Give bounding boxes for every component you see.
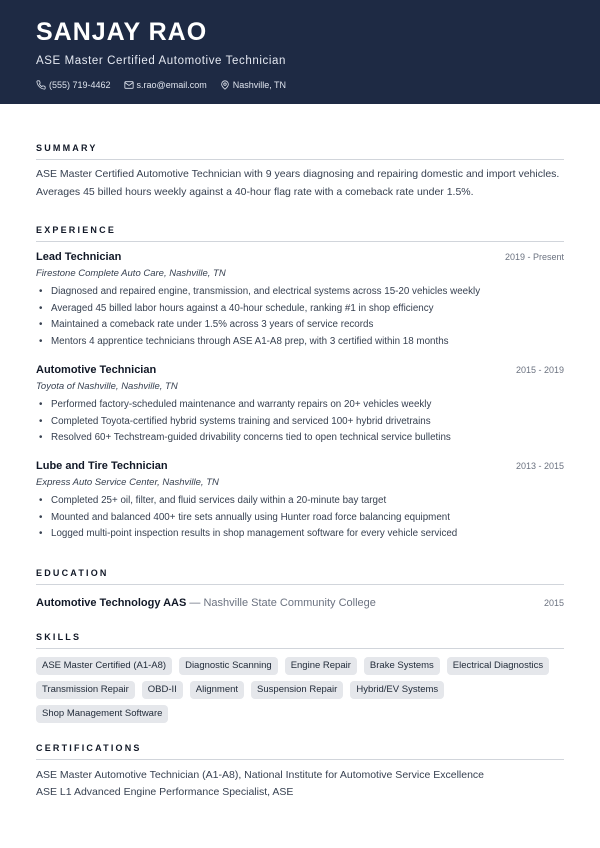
bullet-item: • Logged multi-point inspection results in shop management software for every vehicle serviced — [36, 526, 564, 543]
skills-section — [36, 632, 564, 729]
bullet-item: • Mounted and balanced 400+ tire sets annually using Hunter road force balancing equipment — [36, 510, 564, 527]
education-separator: — — [186, 597, 204, 609]
mail-icon — [124, 80, 134, 90]
certifications-heading: CERTIFICATIONS — [36, 743, 564, 760]
skill-chip: Hybrid/EV Systems — [350, 681, 444, 699]
email-text: s.rao@email.com — [136, 80, 207, 90]
education-year: 2015 — [543, 598, 564, 608]
certification-item: ASE Master Automotive Technician (A1-A8), National Institute for Automotive Service Excellence — [36, 769, 485, 781]
skills-heading: SKILLS — [36, 632, 564, 649]
education-heading: EDUCATION — [36, 568, 564, 585]
candidate-name: SANJAY RAO — [36, 18, 208, 46]
experience-section — [36, 225, 564, 242]
bullet-item: • Mentors 4 apprentice technicians through ASE A1-A8 prep, with 3 certified within 18 months — [36, 334, 564, 351]
candidate-title: ASE Master Certified Automotive Technician — [36, 55, 286, 67]
job-role: Lube and Tire Technician — [36, 460, 168, 472]
skill-chip: Alignment — [190, 681, 244, 699]
skill-chip: Engine Repair — [285, 657, 357, 675]
education-section — [36, 568, 564, 611]
skill-chip: OBD-II — [142, 681, 183, 699]
bullet-item: • Averaged 45 billed labor hours against a 40-hour schedule, ranking #1 in shop efficiency — [36, 301, 564, 318]
education-school: Nashville State Community College — [203, 597, 376, 609]
resume-header — [0, 0, 600, 104]
bullet-item: • Completed 25+ oil, filter, and fluid services daily within a 20-minute bay target — [36, 493, 564, 510]
skill-chip: Shop Management Software — [36, 705, 168, 723]
experience-heading: EXPERIENCE — [36, 225, 564, 242]
location-pin-icon — [220, 80, 230, 90]
contact-email[interactable] — [124, 79, 207, 91]
job-bullets — [36, 284, 564, 350]
job-entry — [36, 364, 564, 447]
job-company: Firestone Complete Auto Care, Nashville, TN — [36, 268, 226, 279]
job-dates: 2015 - 2019 — [515, 365, 564, 375]
job-bullets — [36, 493, 564, 543]
skills-list — [36, 657, 564, 729]
job-dates: 2013 - 2015 — [515, 461, 564, 471]
job-company: Express Auto Service Center, Nashville, TN — [36, 477, 219, 488]
skill-chip: Transmission Repair — [36, 681, 135, 699]
summary-section — [36, 143, 564, 201]
bullet-item: • Performed factory-scheduled maintenance and warranty repairs on 20+ vehicles weekly — [36, 397, 564, 414]
job-role: Automotive Technician — [36, 364, 157, 376]
bullet-item: • Maintained a comeback rate under 1.5% across 3 years of service records — [36, 317, 564, 334]
job-company: Toyota of Nashville, Nashville, TN — [36, 381, 178, 392]
skill-chip: ASE Master Certified (A1-A8) — [36, 657, 172, 675]
job-entry — [36, 460, 564, 543]
job-entry — [36, 251, 564, 350]
contact-location — [220, 79, 286, 91]
summary-heading: SUMMARY — [36, 143, 564, 160]
summary-text: ASE Master Certified Automotive Technician with 9 years diagnosing and repairing domestic and import vehicles. Averages 45 billed hours weekly against a 40-hour flag rate with a comeback rate under 1.5%. — [36, 168, 560, 198]
bullet-item: • Completed Toyota-certified hybrid systems training and serviced 100+ hybrid drivetrains — [36, 414, 564, 431]
contact-info — [36, 79, 564, 91]
education-degree: Automotive Technology AAS — [36, 597, 187, 609]
job-role: Lead Technician — [36, 251, 122, 263]
job-bullets — [36, 397, 564, 447]
certifications-section — [36, 743, 564, 801]
job-dates: 2019 - Present — [504, 252, 564, 262]
location-text: Nashville, TN — [232, 80, 287, 90]
bullet-item: • Diagnosed and repaired engine, transmission, and electrical systems across 15-20 vehicles weekly — [36, 284, 564, 301]
contact-phone[interactable] — [36, 79, 111, 91]
certification-item: ASE L1 Advanced Engine Performance Specialist, ASE — [36, 786, 294, 798]
phone-text: (555) 719-4462 — [49, 80, 111, 90]
bullet-item: • Resolved 60+ Techstream-guided drivability concerns tied to open technical service bulletins — [36, 430, 564, 447]
skill-chip: Suspension Repair — [251, 681, 343, 699]
skill-chip: Brake Systems — [364, 657, 440, 675]
phone-icon — [36, 80, 46, 90]
skill-chip: Electrical Diagnostics — [447, 657, 549, 675]
skill-chip: Diagnostic Scanning — [179, 657, 278, 675]
